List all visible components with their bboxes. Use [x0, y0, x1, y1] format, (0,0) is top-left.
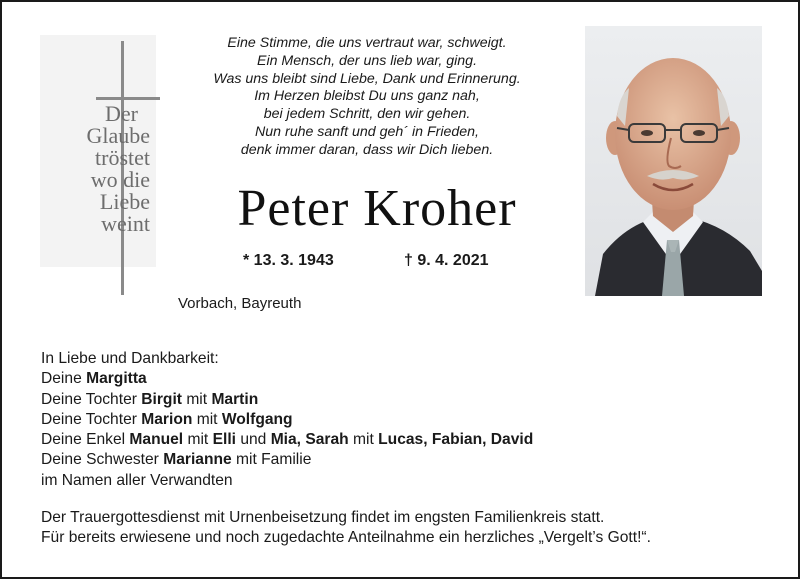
death-date: † 9. 4. 2021 [404, 252, 489, 269]
closing-line: Der Trauergottesdienst mit Urnenbeisetzung findet im engsten Familienkreis statt. [41, 509, 605, 526]
poem-line: Ein Mensch, der uns lieb war, ging. [256, 52, 478, 69]
family-line-grandchildren [41, 430, 533, 450]
family-member: Martin [211, 390, 259, 408]
family-relation: Deine Tochter [41, 410, 142, 428]
family-list [41, 349, 533, 491]
family-relation: Deine [41, 370, 87, 388]
family-connector: und [236, 431, 271, 449]
family-member: Mia, Sarah [270, 431, 349, 449]
family-connector: mit [348, 431, 379, 449]
faith-emblem [40, 35, 170, 300]
deceased-name: Peter Kroher [237, 180, 517, 237]
family-relation: Deine Tochter [41, 390, 142, 408]
emblem-line: Liebe [99, 189, 150, 214]
family-relation: Deine Schwester [41, 451, 164, 469]
emblem-quote [50, 103, 150, 235]
family-member: Margitta [86, 370, 147, 388]
family-member: Lucas, Fabian, David [378, 431, 534, 449]
family-connector: mit Familie [231, 451, 312, 469]
emblem-line: wo die [90, 167, 150, 192]
birth-date: * 13. 3. 1943 [243, 252, 334, 269]
family-connector: mit [192, 410, 222, 428]
family-member: Manuel [129, 431, 184, 449]
cross-bar [96, 97, 160, 100]
poem [182, 35, 552, 160]
family-member: Elli [212, 431, 236, 449]
poem-line: Was uns bleibt sind Liebe, Dank und Erinnerung. [213, 70, 521, 87]
emblem-line: tröstet [95, 145, 150, 170]
emblem-line: Der [105, 101, 138, 126]
poem-line: Im Herzen bleibst Du uns ganz nah, [254, 88, 480, 105]
family-intro: In Liebe und Dankbarkeit: [41, 350, 219, 367]
portrait-photo [585, 26, 762, 296]
closing-line: Für bereits erwiesene und noch zugedachte Anteilnahme ein herzliches „Vergelt’s Gott!“. [41, 529, 651, 547]
family-member: Marion [141, 410, 193, 428]
emblem-line: Glaube [86, 123, 150, 148]
family-line-sister [41, 450, 533, 470]
family-line-daughter-2 [41, 410, 533, 430]
closing-notice [41, 508, 651, 549]
family-connector: mit [183, 431, 213, 449]
poem-line: Eine Stimme, die uns vertraut war, schweigt. [227, 35, 507, 51]
poem-line: Nun ruhe sanft und geh´ in Frieden, [255, 123, 479, 140]
family-member: Wolfgang [221, 410, 293, 428]
residence: Vorbach, Bayreuth [178, 295, 302, 312]
family-relatives: im Namen aller Verwandten [41, 471, 233, 489]
poem-line: denk immer daran, dass wir Dich lieben. [240, 141, 494, 158]
family-member: Marianne [163, 451, 232, 469]
poem-line: bei jedem Schritt, den wir gehen. [263, 106, 471, 123]
emblem-line: weint [101, 211, 150, 236]
family-relation: Deine Enkel [41, 431, 130, 449]
family-line-wife [41, 369, 533, 389]
family-connector: mit [181, 390, 212, 408]
family-member: Birgit [141, 390, 182, 408]
family-line-daughter-1 [41, 390, 533, 410]
